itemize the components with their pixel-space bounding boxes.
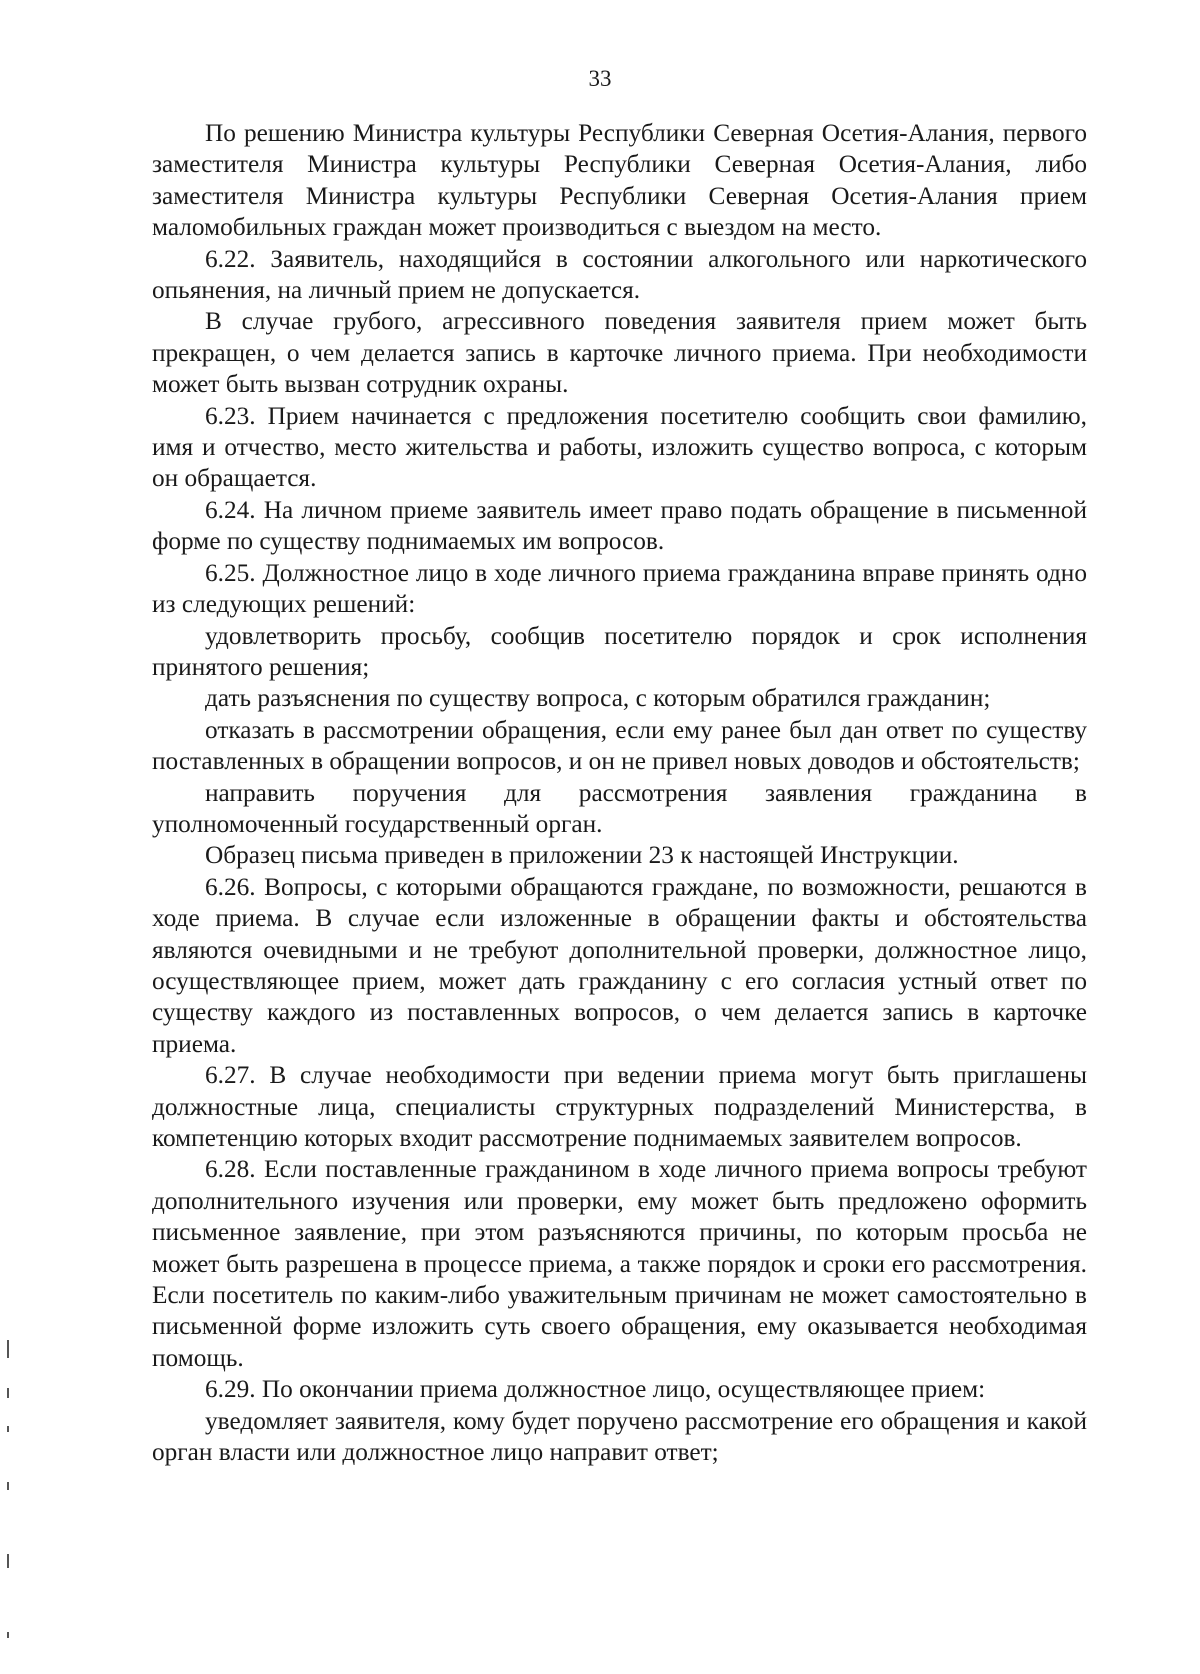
paragraph-6-23: 6.23. Прием начинается с предложения посетителю сообщить свои фамилию, имя и отчество, место жительства и работы, изложить существо вопроса, с которым он обращается. (152, 401, 1087, 493)
list-item-give-explanation: дать разъяснения по существу вопроса, с которым обратился гражданин; (205, 684, 991, 713)
list-item-send-instructions: направить поручения для рассмотрения заявления гражданина в уполномоченный государственный орган. (152, 778, 1087, 838)
scan-mark (7, 1388, 9, 1398)
paragraph-intro: По решению Министра культуры Республики Северная Осетия-Алания, первого заместителя Министра культуры Республики Северная Осетия-Алания, либо заместителя Министра культуры Республики Северная Осетия-Алания прием маломобильных граждан может производиться с выездом на место. (152, 119, 1087, 242)
paragraph-6-28: 6.28. Если поставленные гражданином в ходе личного приема вопросы требуют дополнительного изучения или проверки, ему может быть предложено оформить письменное заявление, при этом разъясняются причины, по которым просьба не может быть разрешена в процессе приема, а также порядок и сроки его рассмотрения. Если посетитель по каким-либо уважительным причинам не может самостоятельно в письменной форме изложить суть своего обращения, ему оказывается необходимая помощь. (152, 1155, 1087, 1372)
list-item-satisfy-request: удовлетворить просьбу, сообщив посетителю порядок и срок исполнения принятого решения; (152, 621, 1087, 681)
scan-mark (7, 1482, 9, 1490)
paragraph-6-29: 6.29. По окончании приема должностное лицо, осуществляющее прием: (205, 1375, 986, 1404)
document-body (152, 118, 1087, 1468)
paragraph-6-27: 6.27. В случае необходимости при ведении приема могут быть приглашены должностные лица, специалисты структурных подразделений Министерства, в компетенцию которых входит рассмотрение поднимаемых заявителем вопросов. (152, 1061, 1087, 1152)
list-item-refuse: отказать в рассмотрении обращения, если ему ранее был дан ответ по существу поставленных в обращении вопросов, и он не привел новых доводов и обстоятельств; (152, 715, 1087, 776)
paragraph-6-22-conduct: В случае грубого, агрессивного поведения заявителя прием может быть прекращен, о чем делается запись в карточке личного приема. При необходимости может быть вызван сотрудник охраны. (152, 307, 1087, 399)
paragraph-6-24: 6.24. На личном приеме заявитель имеет право подать обращение в письменной форме по существу поднимаемых им вопросов. (152, 495, 1087, 556)
paragraph-sample-letter: Образец письма приведен в приложении 23 к настоящей Инструкции. (205, 841, 959, 870)
scan-mark (7, 1632, 9, 1638)
paragraph-6-22: 6.22. Заявитель, находящийся в состоянии алкогольного или наркотического опьянения, на личный прием не допускается. (152, 244, 1087, 305)
page-number: 33 (588, 66, 612, 91)
paragraph-6-26: 6.26. Вопросы, с которыми обращаются граждане, по возможности, решаются в ходе приема. В случае если изложенные в обращении факты и обстоятельства являются очевидными и не требуют дополнительной проверки, должностное лицо, осуществляющее прием, может дать гражданину с его согласия устный ответ по существу каждого из поставленных вопросов, о чем делается запись в карточке приема. (152, 872, 1087, 1058)
scan-mark (7, 1554, 9, 1568)
scan-mark (7, 1426, 9, 1432)
scan-mark (7, 1340, 9, 1358)
paragraph-6-25: 6.25. Должностное лицо в ходе личного приема гражданина вправе принять одно из следующих решений: (152, 558, 1087, 619)
scan-edge-marks (2, 1340, 14, 1640)
list-item-notify-applicant: уведомляет заявителя, кому будет поручено рассмотрение его обращения и какой орган власти или должностное лицо направит ответ; (152, 1406, 1087, 1467)
